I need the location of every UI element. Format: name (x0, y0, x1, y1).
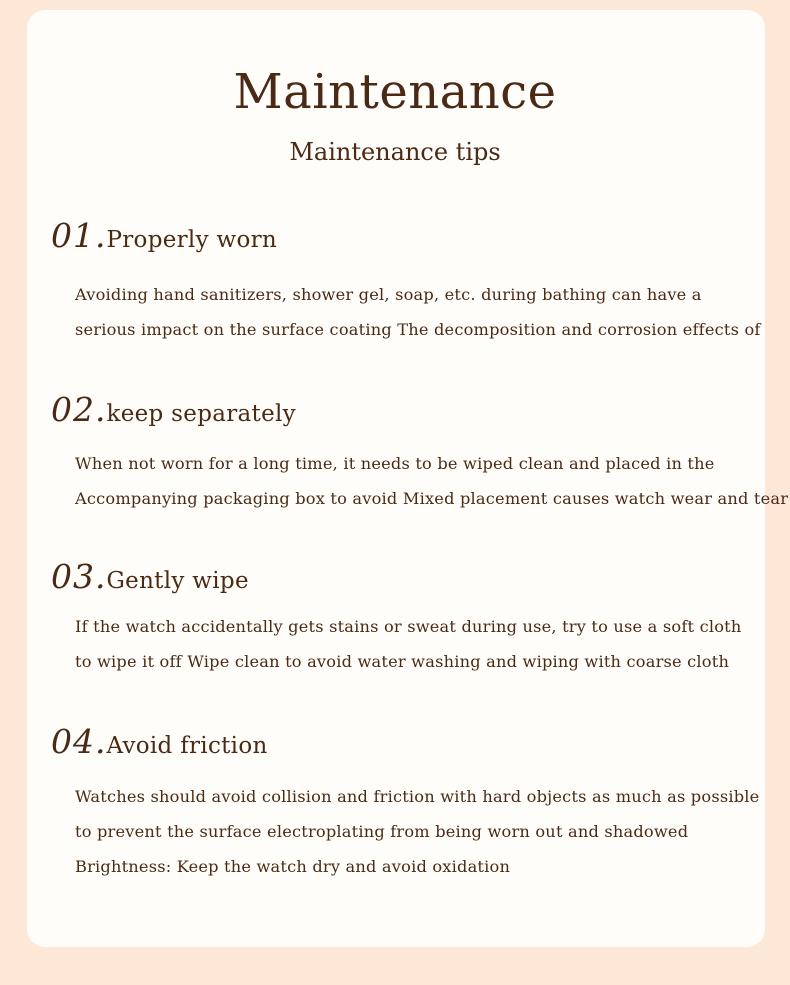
section-number: 01. (51, 216, 107, 255)
section-title: Gently wipe (106, 568, 249, 594)
section-number: 02. (51, 390, 107, 429)
section-text-line: to wipe it off Wipe clean to avoid water washing and wiping with coarse cloth (75, 652, 730, 671)
section-text-line: Watches should avoid collision and friction with hard objects as much as possible (75, 787, 760, 806)
section-title: keep separately (106, 401, 296, 427)
section-number: 04. (51, 722, 107, 761)
section-heading-gently-wipe (51, 557, 249, 596)
section-text-line: Brightness: Keep the watch dry and avoid oxidation (75, 857, 511, 876)
section-title: Properly worn (106, 227, 278, 253)
section-number: 03. (51, 557, 107, 596)
page-title: Maintenance (233, 64, 557, 120)
section-text-line: Accompanying packaging box to avoid Mixed placement causes watch wear and tear (75, 489, 789, 508)
section-text-line: When not worn for a long time, it needs to be wiped clean and placed in the (75, 454, 715, 473)
section-text-line: to prevent the surface electroplating from being worn out and shadowed (75, 822, 689, 841)
section-heading-keep-separately (51, 390, 296, 429)
section-heading-avoid-friction (51, 722, 268, 761)
section-text-line: If the watch accidentally gets stains or sweat during use, try to use a soft cloth (75, 617, 742, 636)
page-subtitle: Maintenance tips (289, 138, 501, 166)
section-heading-properly-worn (51, 216, 277, 255)
section-text-line: Avoiding hand sanitizers, shower gel, soap, etc. during bathing can have a (75, 285, 702, 304)
section-title: Avoid friction (106, 733, 268, 759)
section-text-line: serious impact on the surface coating The decomposition and corrosion effects of (75, 320, 761, 339)
